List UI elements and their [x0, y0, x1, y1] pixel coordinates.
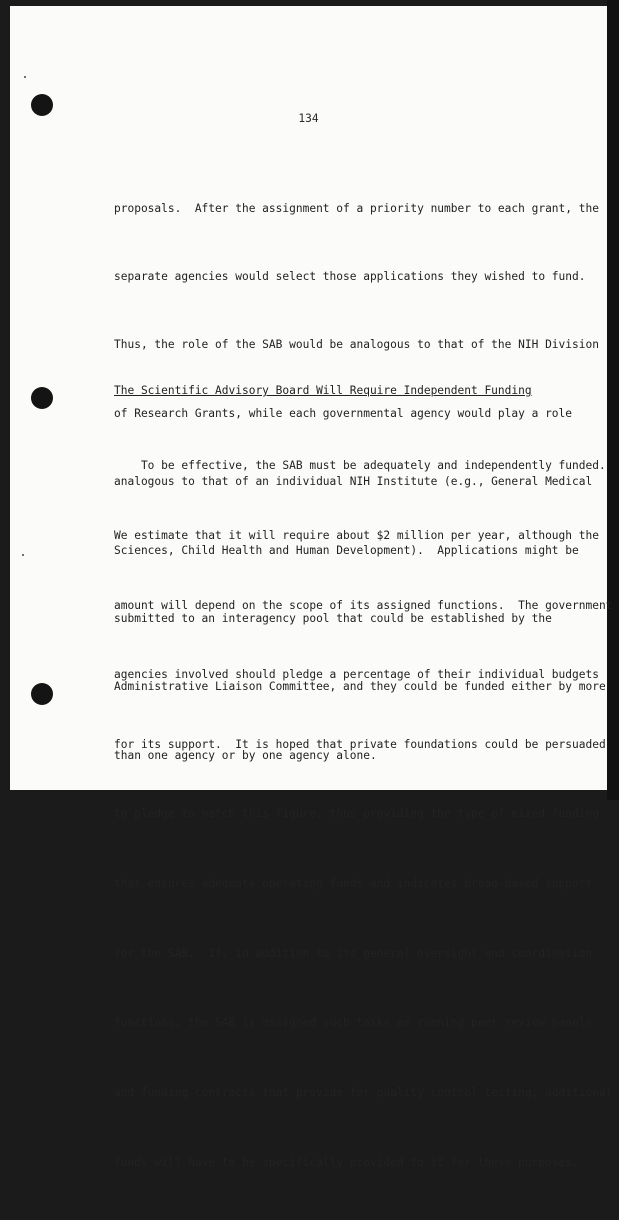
text-line: and funding contracts that provide for quality control testing, additional: [114, 1085, 613, 1099]
text-line: of Research Grants, while each governmental agency would play a role: [114, 406, 573, 420]
scan-speck: [22, 554, 24, 556]
text-line: Sciences, Child Health and Human Development). Applications might be: [114, 543, 579, 557]
text-line: Thus, the role of the SAB would be analogous to that of the NIH Division: [114, 338, 599, 352]
text-line: amount will depend on the scope of its assigned functions. The government: [114, 598, 613, 612]
text-line: functions, the SAB is assigned such tasks as running peer review panels: [114, 1016, 593, 1030]
page-number: 134: [298, 112, 319, 125]
text-line: proposals. After the assignment of a priority number to each grant, the: [114, 201, 599, 215]
text-line: than one agency or by one agency alone.: [114, 748, 377, 762]
text-line: for the SAB. If, in addition to its general oversight and coordination: [114, 946, 593, 960]
text-line: analogous to that of an individual NIH Institute (e.g., General Medical: [114, 475, 593, 489]
text-line: funds will have to be specifically provided to it for these purposes.: [114, 1155, 579, 1169]
scan-speck: [24, 76, 26, 78]
text-line: Administrative Liaison Committee, and they could be funded either by more: [114, 680, 606, 694]
text-line: agencies involved should pledge a percentage of their individual budgets: [114, 668, 599, 682]
text-line: to pledge to match this figure, thus providing the type of mixed funding: [114, 807, 599, 821]
text-line: To be effective, the SAB must be adequately and independently funded.: [114, 459, 606, 473]
punch-hole-bottom: [31, 683, 53, 705]
punch-hole-middle: [31, 387, 53, 409]
text-line: separate agencies would select those applications they wished to fund.: [114, 269, 586, 283]
document-page: [10, 6, 613, 1169]
text-line: submitted to an interagency pool that could be established by the: [114, 611, 552, 625]
text-line: for its support. It is hoped that private foundations could be persuaded: [114, 737, 606, 751]
text-line: We estimate that it will require about $2 million per year, although the: [114, 529, 599, 543]
paragraph-funding: [114, 408, 612, 1220]
section-heading: The Scientific Advisory Board Will Require Independent Funding: [114, 384, 532, 397]
text-line: that ensures adequate operating funds and indicates broad-based support: [114, 877, 593, 891]
